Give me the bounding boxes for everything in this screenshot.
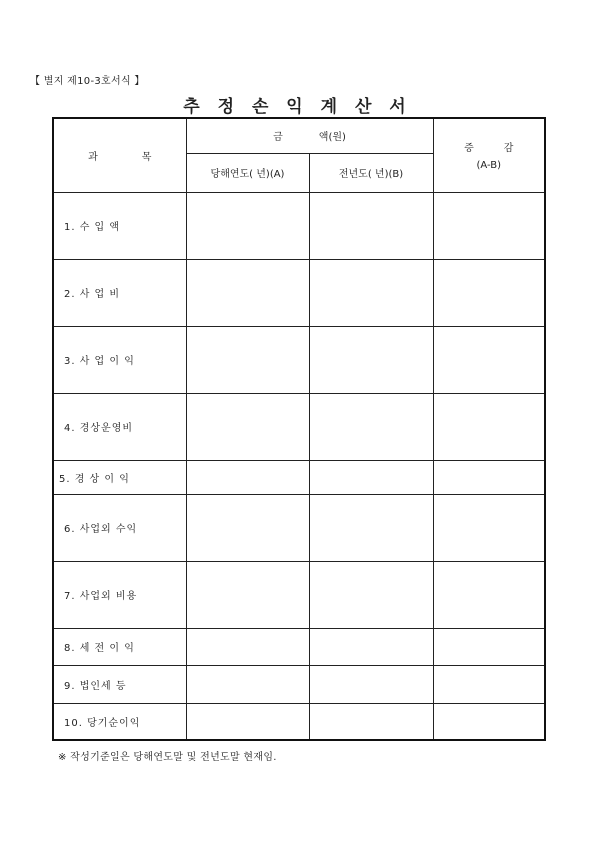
document-title: 추 정 손 익 계 산 서 bbox=[183, 97, 412, 117]
change-formula: (A-B) bbox=[476, 160, 502, 172]
table-row bbox=[53, 259, 545, 326]
header-row-1 bbox=[53, 118, 545, 153]
current-year-cell[interactable] bbox=[186, 703, 309, 740]
change-cell[interactable] bbox=[433, 460, 545, 494]
change-header-part-1: 증 bbox=[464, 143, 474, 155]
change-cell[interactable] bbox=[433, 561, 545, 628]
change-cell[interactable] bbox=[433, 665, 545, 703]
previous-year-cell[interactable] bbox=[309, 326, 433, 393]
amount-header-part-1: 금 bbox=[273, 132, 283, 144]
table-row bbox=[53, 628, 545, 665]
row-label: 8. 세 전 이 익 bbox=[53, 628, 186, 665]
table-row bbox=[53, 494, 545, 561]
change-header-part-2: 감 bbox=[503, 143, 514, 155]
change-cell[interactable] bbox=[433, 494, 545, 561]
previous-year-header: 전년도( 년)(B) bbox=[309, 153, 433, 192]
current-year-cell[interactable] bbox=[186, 460, 309, 494]
row-label: 3. 사 업 이 익 bbox=[53, 326, 186, 393]
current-year-cell[interactable] bbox=[186, 393, 309, 460]
current-year-cell[interactable] bbox=[186, 561, 309, 628]
subject-header-part-2: 목 bbox=[141, 151, 152, 163]
change-cell[interactable] bbox=[433, 393, 545, 460]
table-row bbox=[53, 326, 545, 393]
row-label: 9. 법인세 등 bbox=[53, 665, 186, 703]
change-cell[interactable] bbox=[433, 259, 545, 326]
table-row bbox=[53, 703, 545, 740]
table-row bbox=[53, 393, 545, 460]
previous-year-cell[interactable] bbox=[309, 393, 433, 460]
row-label: 2. 사 업 비 bbox=[53, 259, 186, 326]
change-cell[interactable] bbox=[433, 628, 545, 665]
amount-header-part-2: 액(원) bbox=[318, 132, 346, 144]
current-year-cell[interactable] bbox=[186, 494, 309, 561]
subject-header bbox=[53, 118, 186, 192]
change-cell[interactable] bbox=[433, 192, 545, 259]
row-label: 1. 수 입 액 bbox=[53, 192, 186, 259]
previous-year-cell[interactable] bbox=[309, 703, 433, 740]
current-year-cell[interactable] bbox=[186, 326, 309, 393]
previous-year-cell[interactable] bbox=[309, 259, 433, 326]
current-year-cell[interactable] bbox=[186, 628, 309, 665]
table-row bbox=[53, 665, 545, 703]
table-row bbox=[53, 460, 545, 494]
table-row bbox=[53, 192, 545, 259]
current-year-cell[interactable] bbox=[186, 259, 309, 326]
current-year-header: 당해연도( 년)(A) bbox=[186, 153, 309, 192]
row-label: 7. 사업외 비용 bbox=[53, 561, 186, 628]
row-label: 6. 사업외 수익 bbox=[53, 494, 186, 561]
row-label: 5. 경 상 이 익 bbox=[53, 460, 186, 494]
income-statement-table bbox=[52, 117, 546, 741]
previous-year-cell[interactable] bbox=[309, 628, 433, 665]
subject-header-part-1: 과 bbox=[88, 151, 98, 163]
amount-header bbox=[186, 118, 433, 153]
row-label: 4. 경상운영비 bbox=[53, 393, 186, 460]
previous-year-cell[interactable] bbox=[309, 561, 433, 628]
table-row bbox=[53, 561, 545, 628]
row-label: 10. 당기순이익 bbox=[53, 703, 186, 740]
footnote: ※ 작성기준일은 당해연도말 및 전년도말 현재임. bbox=[58, 752, 277, 763]
previous-year-cell[interactable] bbox=[309, 494, 433, 561]
change-cell[interactable] bbox=[433, 326, 545, 393]
change-cell[interactable] bbox=[433, 703, 545, 740]
previous-year-cell[interactable] bbox=[309, 460, 433, 494]
change-header bbox=[433, 118, 545, 192]
form-number: 【 별지 제10-3호서식 】 bbox=[30, 76, 145, 87]
current-year-cell[interactable] bbox=[186, 665, 309, 703]
previous-year-cell[interactable] bbox=[309, 665, 433, 703]
previous-year-cell[interactable] bbox=[309, 192, 433, 259]
current-year-cell[interactable] bbox=[186, 192, 309, 259]
